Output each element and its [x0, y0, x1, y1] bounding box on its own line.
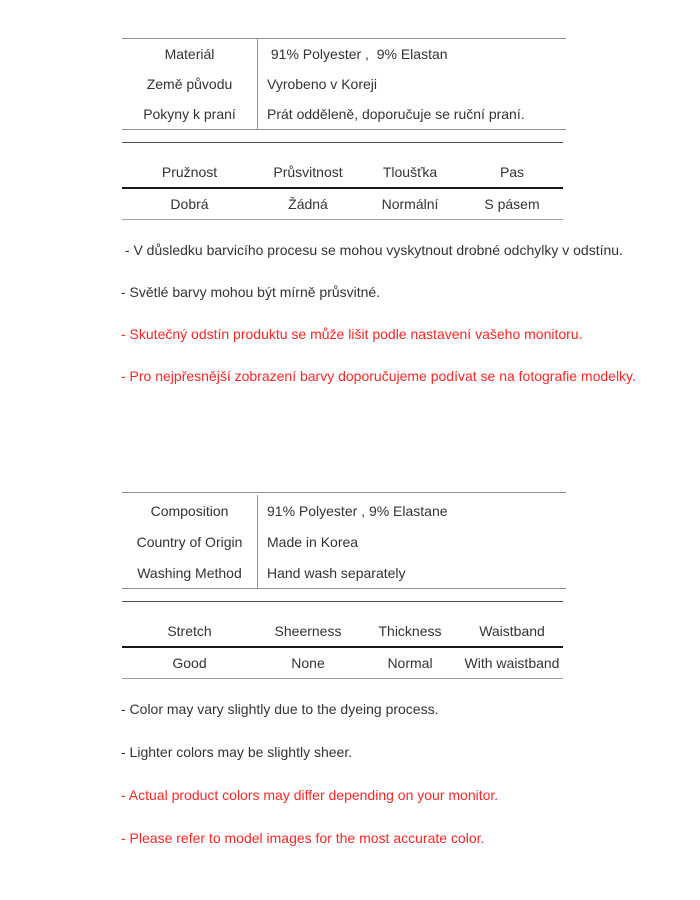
attr-header-cell: Pas	[499, 164, 525, 180]
attr-header-cell: Waistband	[479, 623, 545, 639]
attr-value-cell: Žádná	[288, 196, 328, 212]
attr-value-cell: Good	[172, 655, 207, 671]
attributes-table-cz	[122, 142, 563, 220]
note-line: - V důsledku barvicího procesu se mohou vyskytnout drobné odchylky v odstínu.	[121, 242, 623, 258]
row-label: Composition	[122, 495, 258, 526]
attr-header-row	[122, 602, 563, 648]
row-label: Pokyny k praní	[122, 99, 258, 129]
attr-value-row	[122, 648, 563, 678]
material-info-table-cz	[122, 38, 566, 130]
row-label: Země původu	[122, 69, 258, 99]
attributes-table-en	[122, 601, 563, 679]
attr-header-cell: Stretch	[167, 623, 212, 639]
notes-en	[121, 702, 696, 874]
table-row	[122, 557, 566, 588]
attr-value-cell: Dobrá	[170, 196, 209, 212]
table-row	[122, 526, 566, 557]
note-line: - Světlé barvy mohou být mírně průsvitné.	[121, 284, 381, 300]
row-value: 91% Polyester , 9% Elastane	[267, 502, 448, 519]
note-line: - Please refer to model images for the most accurate color.	[121, 830, 485, 846]
row-label: Country of Origin	[122, 526, 258, 557]
attr-value-row	[122, 189, 563, 219]
attr-header-cell: Průsvitnost	[273, 164, 343, 180]
attr-value-cell: S pásem	[484, 196, 540, 212]
material-info-table-en	[122, 492, 566, 589]
row-value: 91% Polyester , 9% Elastan	[267, 46, 448, 62]
notes-cz	[121, 243, 696, 411]
row-value: Hand wash separately	[267, 564, 406, 581]
attr-header-cell: Tloušťka	[382, 164, 438, 180]
attr-value-cell: Normální	[381, 196, 439, 212]
attr-header-cell: Sheerness	[274, 623, 342, 639]
attr-value-cell: With waistband	[464, 655, 560, 671]
note-line: - Skutečný odstín produktu se může lišit podle nastavení vašeho monitoru.	[121, 326, 583, 342]
row-value: Prát odděleně, doporučuje se ruční praní.	[267, 106, 525, 122]
note-line: - Color may vary slightly due to the dyeing process.	[121, 701, 439, 717]
row-label: Washing Method	[122, 557, 258, 588]
table-row	[122, 39, 566, 69]
attr-value-cell: Normal	[387, 655, 433, 671]
attr-header-cell: Pružnost	[161, 164, 218, 180]
note-line: - Lighter colors may be slightly sheer.	[121, 744, 353, 760]
table-row	[122, 69, 566, 99]
row-label: Materiál	[122, 39, 258, 69]
note-line: - Actual product colors may differ depending on your monitor.	[121, 787, 499, 803]
table-row	[122, 99, 566, 129]
attr-header-row	[122, 143, 563, 189]
attr-header-cell: Thickness	[378, 623, 442, 639]
row-value: Made in Korea	[267, 533, 359, 550]
row-value: Vyrobeno v Koreji	[267, 76, 377, 92]
table-row	[122, 495, 566, 526]
attr-value-cell: None	[291, 655, 325, 671]
note-line: - Pro nejpřesnější zobrazení barvy doporučujeme podívat se na fotografie modelky.	[121, 368, 636, 384]
